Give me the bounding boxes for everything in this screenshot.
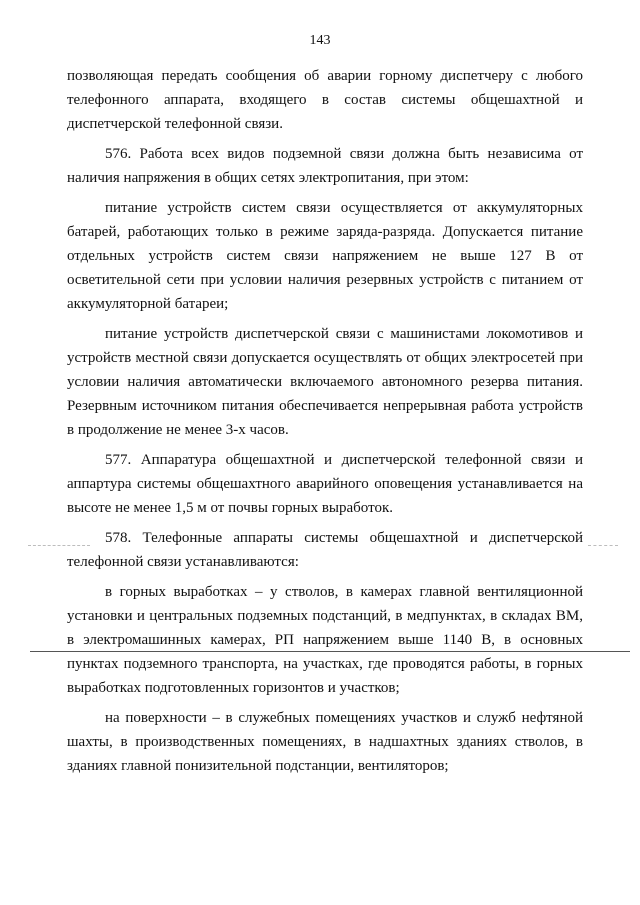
paragraph-578-surface: на поверхности – в служебных помещениях участков и служб нефтяной шахты, в производственных помещениях, в надшахтных зданиях стволов, в зданиях главной понизительной подстанции, вентиляторов; [67, 710, 583, 774]
page-number: 143 [309, 33, 331, 48]
paragraph-576: 576. Работа всех видов подземной связи должна быть независима от наличия напряжения в общих сетях электропитания, при этом: [67, 146, 583, 186]
scan-artifact-strike-line [30, 651, 630, 652]
paragraph-576-power-batteries: питание устройств систем связи осуществляется от аккумуляторных батарей, работающих только в режиме заряда-разряда. Допускается питание отдельных устройств систем связи напряжением не выше 127 В от осветительной сети при условии наличия резервных устройств с питанием от аккумуляторной батареи; [67, 200, 583, 312]
scan-artifact-line-left [28, 545, 90, 546]
scan-artifact-line-right [588, 545, 618, 546]
paragraph-578-underground: в горных выработках – у стволов, в камерах главной вентиляционной установки и центральных подземных подстанций, в медпунктах, в складах ВМ, в электромашинных камерах, РП напряжением выше 1140 В, в основных пунктах подземного транспорта, на участках, где проводятся работы, в горных выработках подготовленных горизонтов и участков; [67, 584, 583, 696]
paragraph-continuation: позволяющая передать сообщения об аварии горному диспетчеру с любого телефонного аппарата, входящего в состав системы общешахтной и диспетчерской телефонной связи. [67, 68, 583, 132]
paragraph-578: 578. Телефонные аппараты системы общешахтной и диспетчерской телефонной связи устанавливаются: [67, 530, 583, 570]
document-body [67, 64, 583, 778]
paragraph-577: 577. Аппаратура общешахтной и диспетчерской телефонной связи и аппартура системы общешахтного аварийного оповещения устанавливается на высоте не менее 1,5 м от почвы горных выработок. [67, 452, 583, 516]
paragraph-576-power-dispatch: питание устройств диспетчерской связи с машинистами локомотивов и устройств местной связи допускается осуществлять от общих электросетей при условии наличия автоматически включаемого автономного резерва питания. Резервным источником питания обеспечивается непрерывная работа устройств в продолжение не менее 3-х часов. [67, 326, 583, 438]
